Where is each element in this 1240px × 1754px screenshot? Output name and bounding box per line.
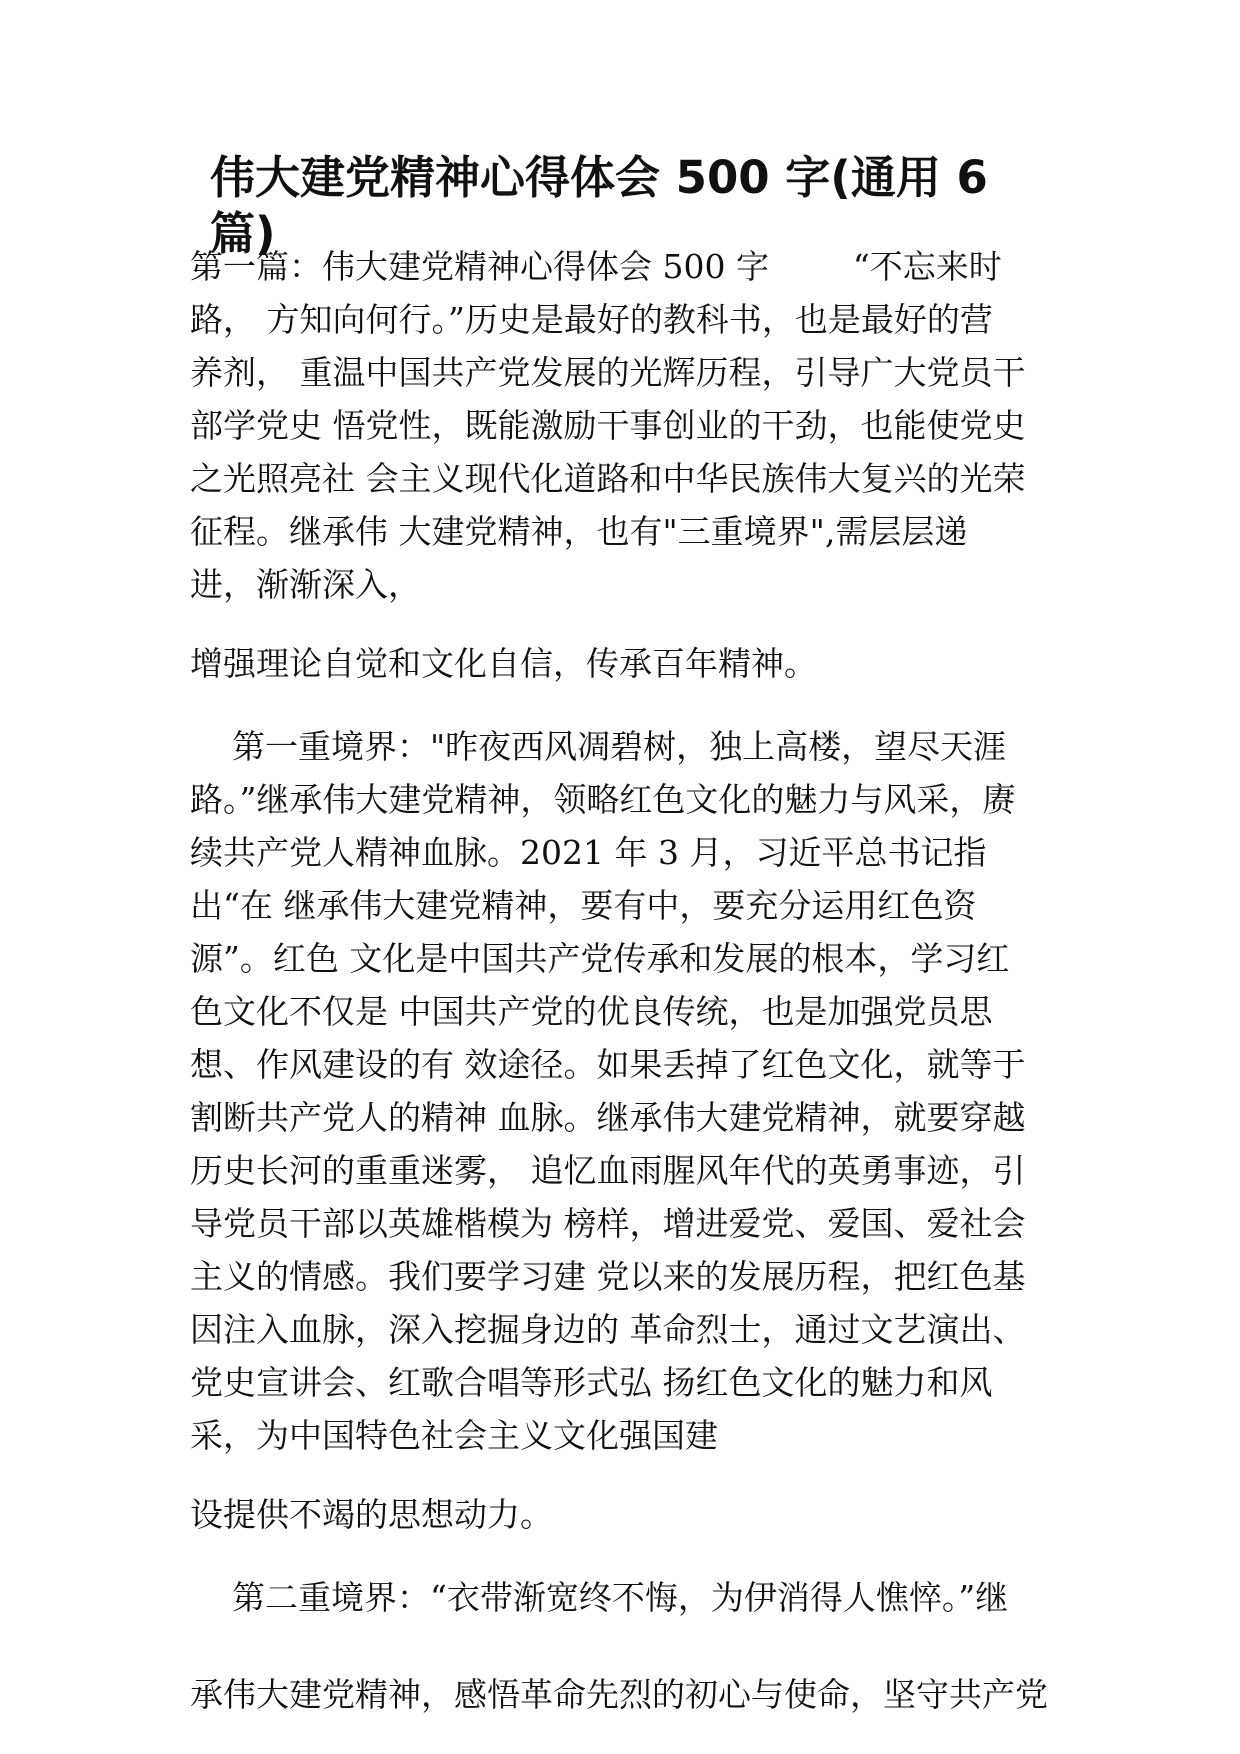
paragraph-intro xyxy=(190,240,1070,611)
text-line: 第二重境界：“衣带渐宽终不悔，为伊消得人憔悴。”继 xyxy=(190,1578,1009,1617)
text-line: 征程。继承伟 大建党精神，也有"三重境界",需层层递 xyxy=(190,512,968,551)
text-line: 第一重境界："昨夜西风凋碧树，独上高楼，望尽天涯 xyxy=(190,727,1007,766)
text-line: 色文化不仅是 中国共产党的优良传统，也是加强党员思 xyxy=(190,992,993,1031)
text-line: 之光照亮社 会主义现代化道路和中华民族伟大复兴的光荣 xyxy=(190,459,1026,498)
text-line: 路， 方知向何行。”历史是最好的教科书，也是最好的营 xyxy=(190,300,993,339)
text-line: 导党员干部以英雄楷模为 榜样，增进爱党、爱国、爱社会 xyxy=(190,1204,1026,1243)
paragraph-gap xyxy=(190,611,1070,637)
title-line: 篇) xyxy=(210,207,276,260)
paragraph-gap xyxy=(190,1541,1070,1571)
text-line: 历史长河的重重迷雾， 追忆血雨腥风年代的英勇事迹，引 xyxy=(190,1151,1026,1190)
paragraph-second-realm xyxy=(190,1571,1070,1624)
paragraph-gap xyxy=(190,1624,1070,1668)
text-line: 主义的情感。我们要学习建 党以来的发展历程，把红色基 xyxy=(190,1257,1026,1296)
text-line: 设提供不竭的思想动力。 xyxy=(190,1495,553,1534)
text-line: 因注入血脉，深入挖掘身边的 革命烈士，通过文艺演出、 xyxy=(190,1310,1026,1349)
paragraph-gap xyxy=(190,690,1070,720)
title-line: 伟大建党精神心得体会 500 字(通用 6 xyxy=(210,151,988,204)
text-line: 采，为中国特色社会主义文化强国建 xyxy=(190,1416,718,1455)
text-line: 源”。红色 文化是中国共产党传承和发展的根本，学习红 xyxy=(190,939,1010,978)
text-line: 进，渐渐深入， xyxy=(190,565,421,604)
paragraph-intro-continued xyxy=(190,637,1070,690)
paragraph-first-realm xyxy=(190,720,1070,1462)
text-line: 党史宣讲会、红歌合唱等形式弘 扬红色文化的魅力和风 xyxy=(190,1363,993,1402)
text-line: 割断共产党人的精神 血脉。继承伟大建党精神，就要穿越 xyxy=(190,1098,1026,1137)
paragraph-second-realm-continued xyxy=(190,1668,1070,1721)
document-body xyxy=(190,240,1070,1721)
text-line: 养剂， 重温中国共产党发展的光辉历程，引导广大党员干 xyxy=(190,353,1026,392)
paragraph-gap xyxy=(190,1462,1070,1488)
text-line: 路。”继承伟大建党精神，领略红色文化的魅力与风采，赓 xyxy=(190,780,1016,819)
text-line: 承伟大建党精神，感悟革命先烈的初心与使命，坚守共产党 xyxy=(190,1675,1048,1714)
text-line: 想、作风建设的有 效途径。如果丢掉了红色文化，就等于 xyxy=(190,1045,1026,1084)
text-line: 部学党史 悟党性，既能激励干事创业的干劲，也能使党史 xyxy=(190,406,1026,445)
text-line: 出“在 继承伟大建党精神，要有中，要充分运用红色资 xyxy=(190,886,977,925)
text-line: 第一篇：伟大建党精神心得体会 500 字 “不忘来时 xyxy=(190,247,1002,286)
text-line: 续共产党人精神血脉。2021 年 3 月，习近平总书记指 xyxy=(190,833,987,872)
paragraph-first-realm-continued xyxy=(190,1488,1070,1541)
text-line: 增强理论自觉和文化自信，传承百年精神。 xyxy=(190,644,817,683)
